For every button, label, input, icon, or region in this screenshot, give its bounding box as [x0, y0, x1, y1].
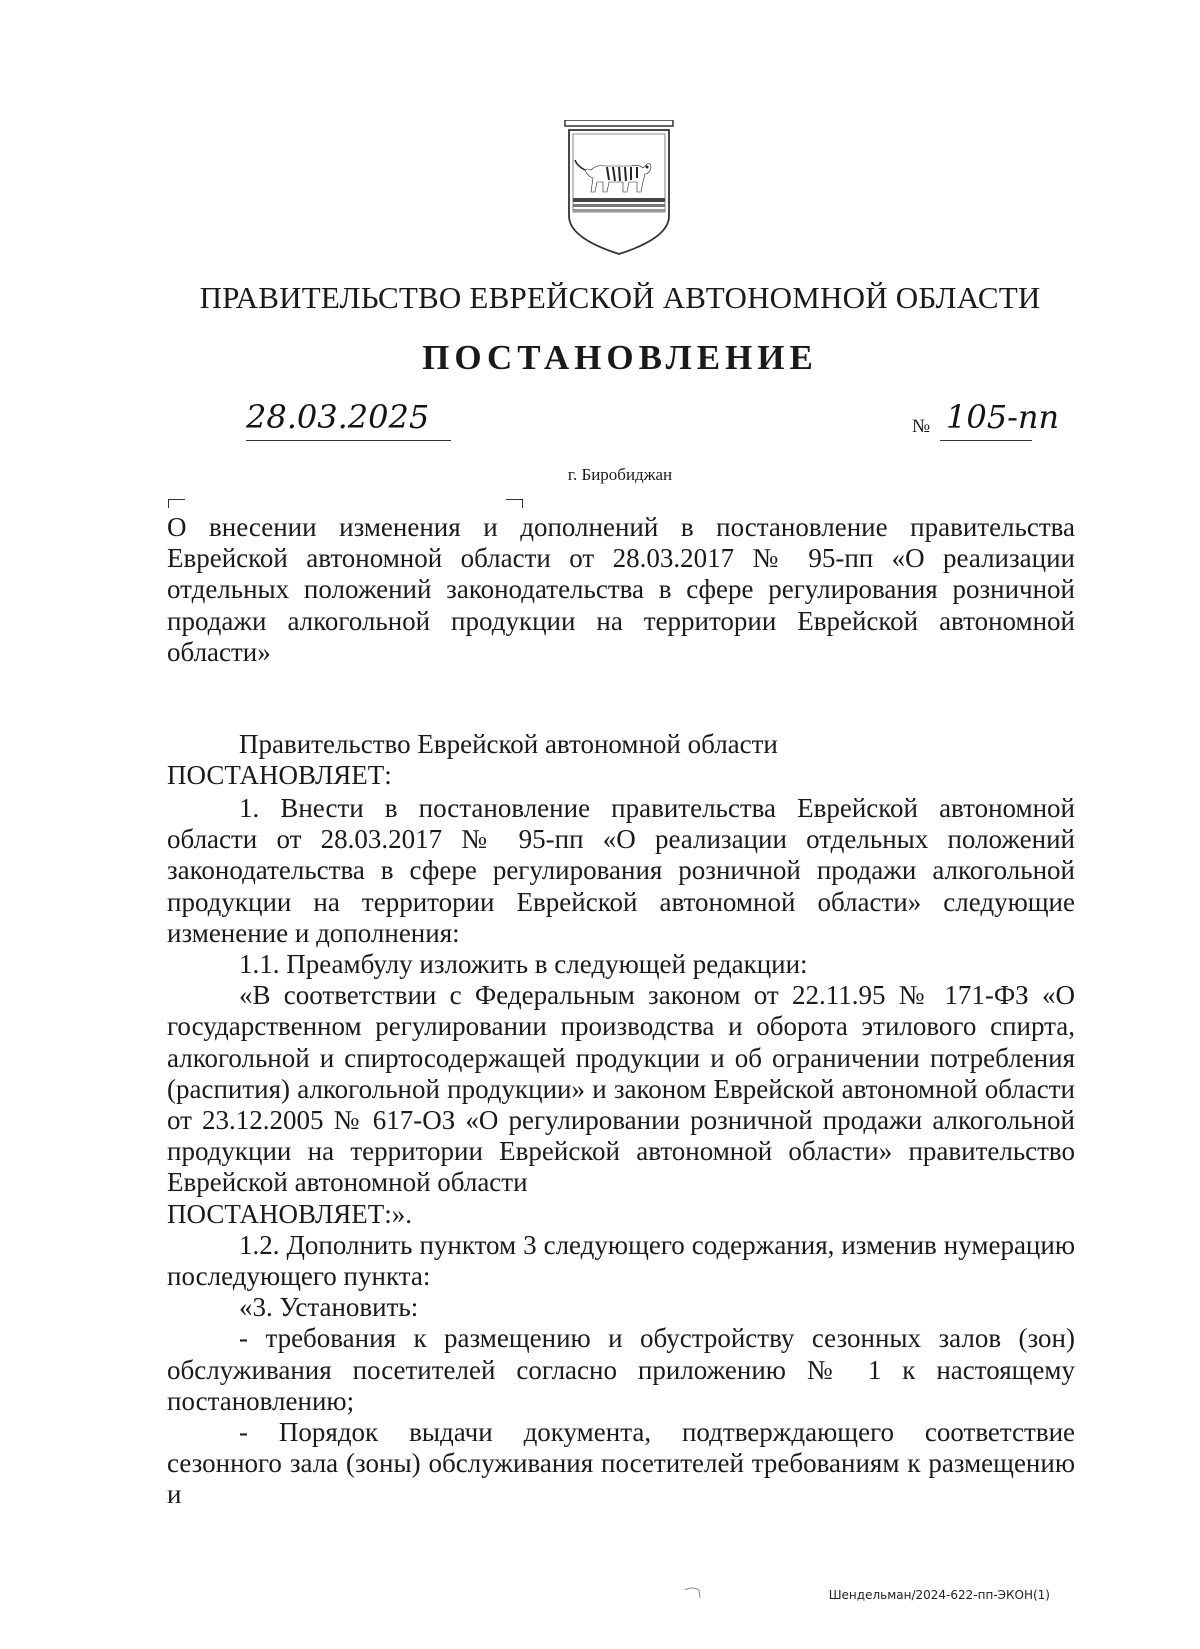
government-title: ПРАВИТЕЛЬСТВО ЕВРЕЙСКОЙ АВТОНОМНОЙ ОБЛАСТИ — [199, 280, 1041, 315]
corner-mark-right — [506, 499, 523, 508]
footer-document-code: Шендельман/2024-622-пп-ЭКОН(1) — [828, 1588, 1050, 1602]
preamble-decree: ПОСТАНОВЛЯЕТ: — [167, 760, 392, 791]
coat-of-arms-emblem — [563, 120, 675, 256]
paragraph-1: 1. Внести в постановление правительства Еврейской автономной области от 28.03.2017 № 95-пп «О реализации отдельных положений законодательства в сфере регулирования розничной продажи алкогольной продукции на территории Еврейской автономной области» следующие изменение и дополнения: — [167, 793, 1075, 948]
number-sign: № — [912, 416, 931, 437]
paragraph-quote: «В соответствии с Федеральным законом от 22.11.95 № 171-ФЗ «О государственном регулировании производства и оборота этилового спирта, алкогольной и спиртосодержащей продукции и об ограничении потребления (распития) алкогольной продукции» и законом Еврейской автономной области от 23.12.2005 № 617-ОЗ «О регулировании розничной продажи алкогольной продукции на территории Еврейской автономной области» правительство Еврейской автономной области — [167, 980, 1075, 1198]
dash-item-1: - требования к размещению и обустройству сезонных залов (зон) обслуживания посетителей согласно приложению № 1 к настоящему постановлению; — [167, 1323, 1075, 1416]
preamble — [167, 729, 1075, 791]
tiger-icon — [575, 160, 651, 192]
document-body — [167, 793, 1075, 1511]
scan-artifact-icon — [684, 1586, 702, 1600]
number-field — [912, 398, 1062, 444]
paragraph-3: «3. Установить: — [239, 1292, 419, 1323]
preamble-line: Правительство Еврейской автономной области — [239, 729, 778, 759]
date-underline — [246, 440, 451, 441]
paragraph-1-1: 1.1. Преамбулу изложить в следующей редакции: — [239, 949, 808, 980]
corner-mark-left — [168, 499, 185, 508]
paragraph-quote-end: ПОСТАНОВЛЯЕТ:». — [167, 1198, 413, 1229]
city-name: г. Биробиджан — [567, 465, 673, 484]
date-field — [246, 398, 451, 444]
document-subject: О внесении изменения и дополнений в постановление правительства Еврейской автономной области от 28.03.2017 № 95-пп «О реализации отдельных положений законодательства в сфере регулирования розничной продажи алкогольной продукции на территории Еврейской автономной области» — [167, 512, 1075, 667]
handwritten-date: 28.03.2025 — [246, 398, 430, 436]
number-underline — [940, 440, 1032, 441]
paragraph-1-2: 1.2. Дополнить пунктом 3 следующего содержания, изменив нумерацию последующего пункта: — [167, 1229, 1075, 1292]
document-type-heading: ПОСТАНОВЛЕНИЕ — [422, 338, 818, 377]
handwritten-number: 105-пп — [946, 398, 1060, 436]
dash-item-2: - Порядок выдачи документа, подтверждающего соответствие сезонного зала (зоны) обслуживания посетителей требованиям к размещению и — [167, 1417, 1075, 1510]
